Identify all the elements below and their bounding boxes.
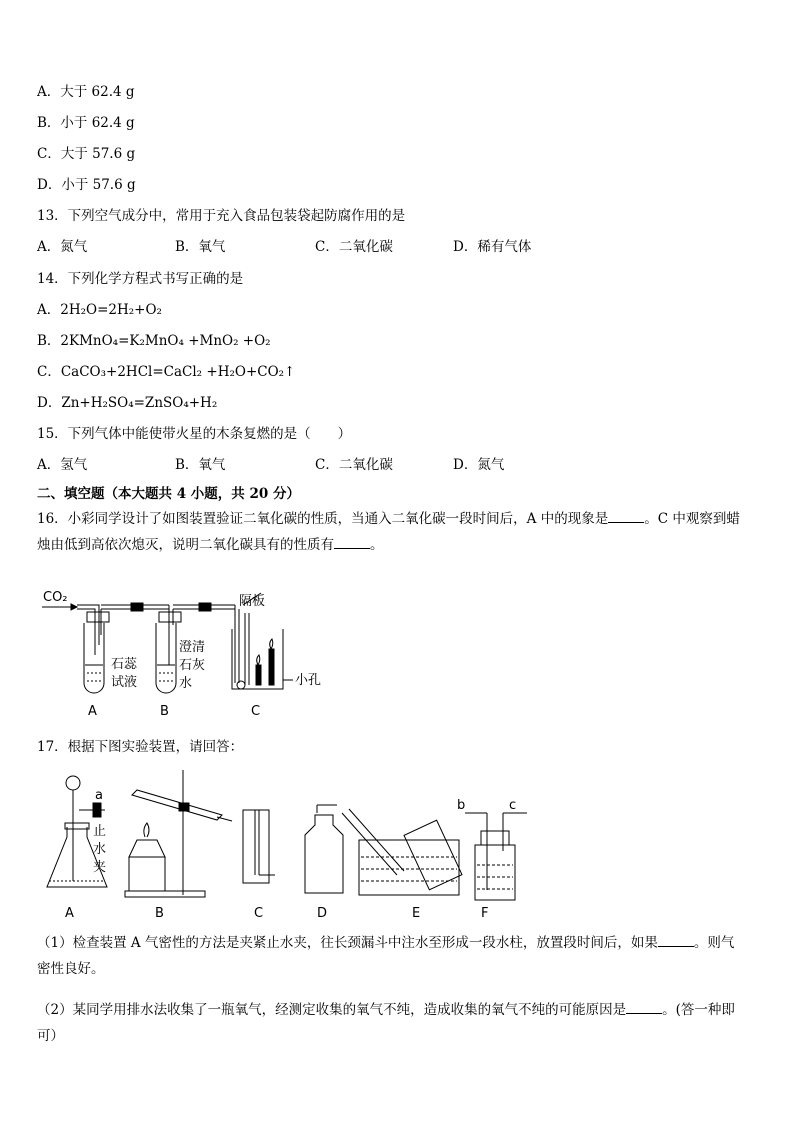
- q13-option-c: C．二氧化碳: [315, 239, 393, 255]
- q13-option-d: D．稀有气体: [453, 239, 532, 255]
- q16-part2: 。C 中观察到蜡: [644, 511, 740, 527]
- q17-sub1-part3: 密性良好。: [37, 961, 105, 977]
- tube-c-label: c: [509, 798, 517, 813]
- section-heading: 二、填空题（本大题共 4 小题，共 20 分）: [37, 486, 300, 502]
- q17-sub2: [37, 997, 757, 1049]
- apparatus-label-b: B: [155, 906, 164, 921]
- q17-sub2-part2: 。(答一种即: [662, 1002, 735, 1018]
- apparatus-label-d: D: [317, 906, 328, 921]
- figure-label-a: A: [88, 704, 97, 719]
- partition-label: 隔板: [239, 594, 266, 609]
- q14-option-a: A．2H₂O=2H₂+O₂: [37, 302, 162, 318]
- q16-part4: 。: [370, 537, 384, 553]
- q17-stem: 17．根据下图实验装置，请回答：: [37, 739, 244, 755]
- q17-sub1-part1: （1）检查装置 A 气密性的方法是夹紧止水夹，往长颈漏斗中注水至形成一段水柱，放置段时间后，如果: [37, 935, 658, 951]
- q13-option-b: B．氧气: [175, 239, 226, 255]
- apparatus-label-f: F: [481, 906, 489, 921]
- q12-option-d: D．小于 57.6 g: [37, 177, 136, 193]
- q16-text: [37, 506, 757, 558]
- co2-apparatus-figure: [37, 585, 337, 720]
- apparatus-label-a: A: [65, 906, 74, 921]
- limewater-label-1: 澄清: [179, 640, 206, 655]
- q14-option-c: C．CaCO₃+2HCl=CaCl₂ +H₂O+CO₂↑: [37, 364, 296, 380]
- clamp-label-3: 夹: [93, 860, 107, 875]
- figure-label-c: C: [251, 704, 261, 719]
- q14-option-b: B．2KMnO₄=K₂MnO₄ +MnO₂ +O₂: [37, 333, 271, 349]
- q15-option-b: B．氧气: [175, 457, 226, 473]
- q16-blank-2: [334, 536, 370, 549]
- q17-blank-2: [626, 1001, 662, 1014]
- tube-b-label: b: [457, 798, 466, 813]
- limewater-label-3: 水: [179, 676, 193, 691]
- litmus-label-2: 试液: [111, 675, 138, 690]
- apparatus-label-c: C: [254, 906, 264, 921]
- hole-label: 小孔: [295, 673, 322, 688]
- apparatus-label-e: E: [412, 906, 421, 921]
- q13-stem: 13．下列空气成分中，常用于充入食品包装袋起防腐作用的是: [37, 208, 406, 224]
- q17-blank-1: [658, 934, 694, 947]
- q14-option-d: D．Zn+H₂SO₄=ZnSO₄+H₂: [37, 395, 218, 411]
- q16-part3: 烛由低到高依次熄灭，说明二氧化碳具有的性质有: [37, 537, 334, 553]
- q12-option-c: C．大于 57.6 g: [37, 146, 136, 162]
- q17-sub2-part1: （2）某同学用排水法收集了一瓶氧气，经测定收集的氧气不纯，造成收集的氧气不纯的可能原因是: [37, 1002, 627, 1018]
- q15-option-c: C．二氧化碳: [315, 457, 393, 473]
- co2-label: CO₂: [43, 590, 68, 605]
- litmus-label-1: 石蕊: [111, 657, 138, 672]
- q17-sub2-part3: 可）: [37, 1028, 64, 1044]
- limewater-label-2: 石灰: [179, 658, 206, 673]
- q15-option-d: D．氮气: [453, 457, 505, 473]
- q16-part1: 16．小彩同学设计了如图装置验证二氧化碳的性质，当通入二氧化碳一段时间后，A 中的现象是: [37, 511, 609, 527]
- tube-a-label: a: [95, 788, 103, 803]
- clamp-label-2: 水: [93, 842, 107, 857]
- lab-apparatus-figure: [37, 765, 537, 925]
- q13-option-a: A．氮气: [37, 239, 88, 255]
- q15-stem: 15．下列气体中能使带火星的木条复燃的是（ ）: [37, 426, 352, 442]
- clamp-label-1: 止: [93, 824, 107, 839]
- q15-option-a: A．氢气: [37, 457, 88, 473]
- q12-option-a: A．大于 62.4 g: [37, 84, 135, 100]
- q12-option-b: B．小于 62.4 g: [37, 115, 135, 131]
- figure-label-b: B: [160, 704, 169, 719]
- q17-sub1: [37, 930, 757, 982]
- q14-stem: 14．下列化学方程式书写正确的是: [37, 271, 244, 287]
- q17-sub1-part2: 。则气: [693, 935, 735, 951]
- q16-blank-1: [608, 510, 644, 523]
